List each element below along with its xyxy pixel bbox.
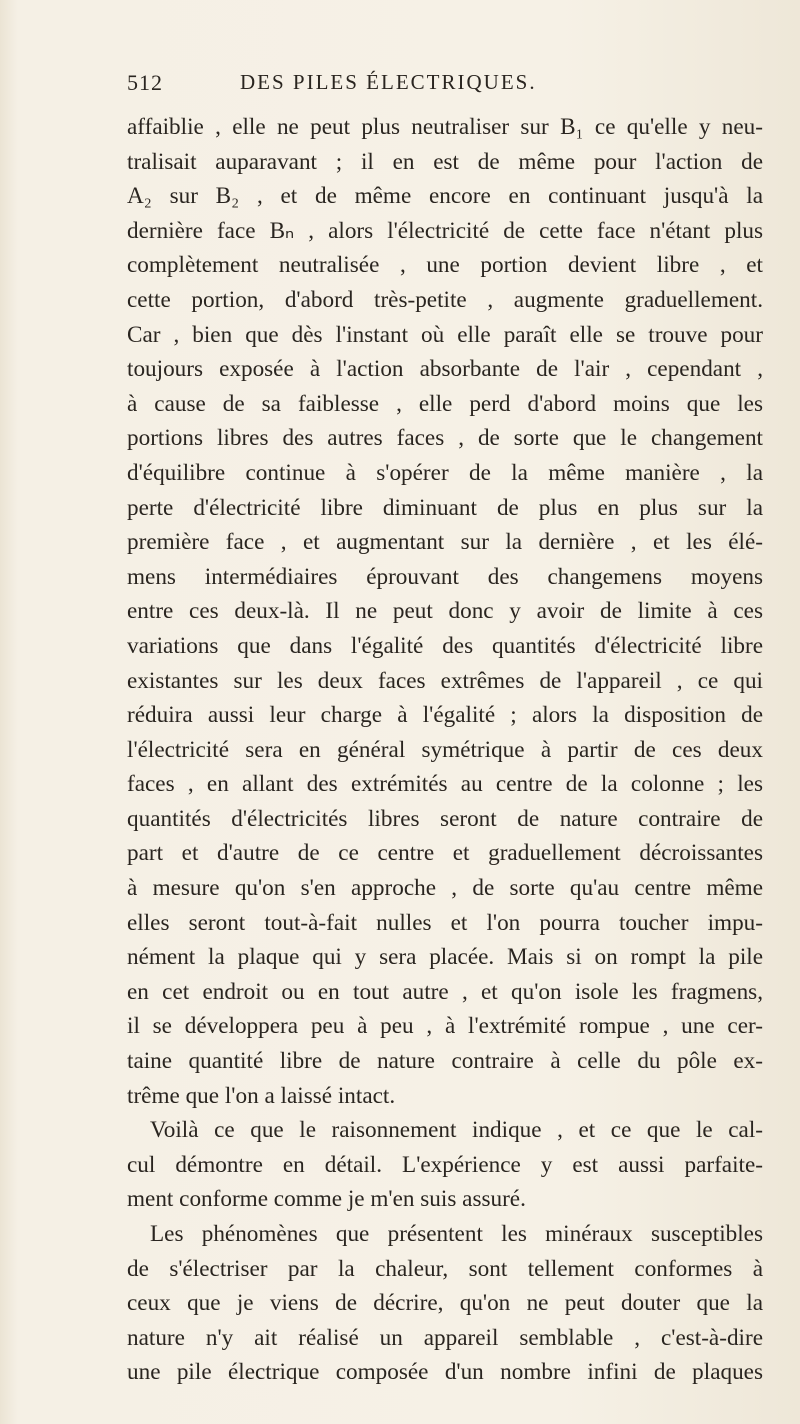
- text-line: toujours exposée à l'action absorbante de l'air , cependant ,: [127, 356, 763, 383]
- text-line: nément la plaque qui y sera placée. Mais si on rompt la pile: [127, 944, 763, 971]
- text-line: Voilà ce que le raisonnement indique , et ce que le cal-: [150, 1117, 763, 1144]
- text-line: quantités d'électricités libres seront de nature contraire de: [127, 805, 763, 832]
- text-line: en cet endroit ou en tout autre , et qu'on isole les fragmens,: [127, 978, 763, 1005]
- text-line: part et d'autre de ce centre et graduellement décroissantes: [127, 840, 763, 867]
- text-line: A₂ sur B₂ , et de même encore en continuant jusqu'à la: [127, 183, 763, 210]
- text-line: à cause de sa faiblesse , elle perd d'abord moins que les: [127, 390, 763, 417]
- text-line: faces , en allant des extrémités au centre de la colonne ; les: [127, 771, 763, 798]
- text-line: Les phénomènes que présentent les minéraux susceptibles: [150, 1221, 763, 1247]
- text-line: l'électricité sera en général symétrique à partir de ces deux: [127, 736, 763, 763]
- body-text: [127, 110, 763, 1390]
- text-line: réduira aussi leur charge à l'égalité ; alors la disposition de: [127, 702, 763, 729]
- text-line: affaiblie , elle ne peut plus neutraliser sur B₁ ce qu'elle y neu-: [127, 114, 763, 140]
- text-line: mens intermédiaires éprouvant des changemens moyens: [127, 563, 763, 590]
- text-line: nature n'y ait réalisé un appareil semblable , c'est-à-dire: [127, 1324, 763, 1351]
- text-line: à mesure qu'on s'en approche , de sorte qu'au centre même: [127, 875, 763, 902]
- page-header: [127, 70, 687, 104]
- text-line: d'équilibre continue à s'opérer de la même manière , la: [127, 459, 763, 486]
- text-line: entre ces deux-là. Il ne peut donc y avoir de limite à ces: [127, 598, 763, 625]
- text-line: trême que l'on a laissé intact.: [127, 1082, 396, 1109]
- text-line: cul démontre en détail. L'expérience y est aussi parfaite-: [127, 1151, 763, 1178]
- text-line: complètement neutralisée , une portion devient libre , et: [127, 252, 763, 279]
- text-line: tralisait auparavant ; il en est de même pour l'action de: [127, 148, 763, 175]
- text-line: Car , bien que dès l'instant où elle paraît elle se trouve pour: [127, 321, 763, 348]
- running-title: DES PILES ÉLECTRIQUES.: [240, 70, 537, 94]
- text-line: cette portion, d'abord très-petite , augmente graduellement.: [127, 286, 763, 313]
- text-line: ment conforme comme je m'en suis assuré.: [127, 1186, 526, 1213]
- text-line: portions libres des autres faces , de sorte que le changement: [127, 425, 763, 452]
- text-line: perte d'électricité libre diminuant de plus en plus sur la: [127, 494, 763, 521]
- text-line: il se développera peu à peu , à l'extrémité rompue , une cer-: [127, 1013, 763, 1040]
- page-number: 512: [127, 70, 163, 95]
- text-line: elles seront tout-à-fait nulles et l'on pourra toucher impu-: [127, 909, 763, 936]
- text-line: première face , et augmentant sur la dernière , et les élé-: [127, 529, 763, 556]
- text-line: ceux que je viens de décrire, qu'on ne peut douter que la: [127, 1290, 763, 1317]
- text-line: de s'électriser par la chaleur, sont tellement conformes à: [127, 1255, 763, 1282]
- text-line: taine quantité libre de nature contraire à celle du pôle ex-: [127, 1048, 763, 1075]
- text-line: variations que dans l'égalité des quantités d'électricité libre: [127, 632, 763, 659]
- text-line: existantes sur les deux faces extrêmes de l'appareil , ce qui: [127, 667, 763, 694]
- text-line: une pile électrique composée d'un nombre infini de plaques: [127, 1359, 763, 1386]
- text-line: dernière face Bₙ , alors l'électricité de cette face n'étant plus: [127, 217, 763, 244]
